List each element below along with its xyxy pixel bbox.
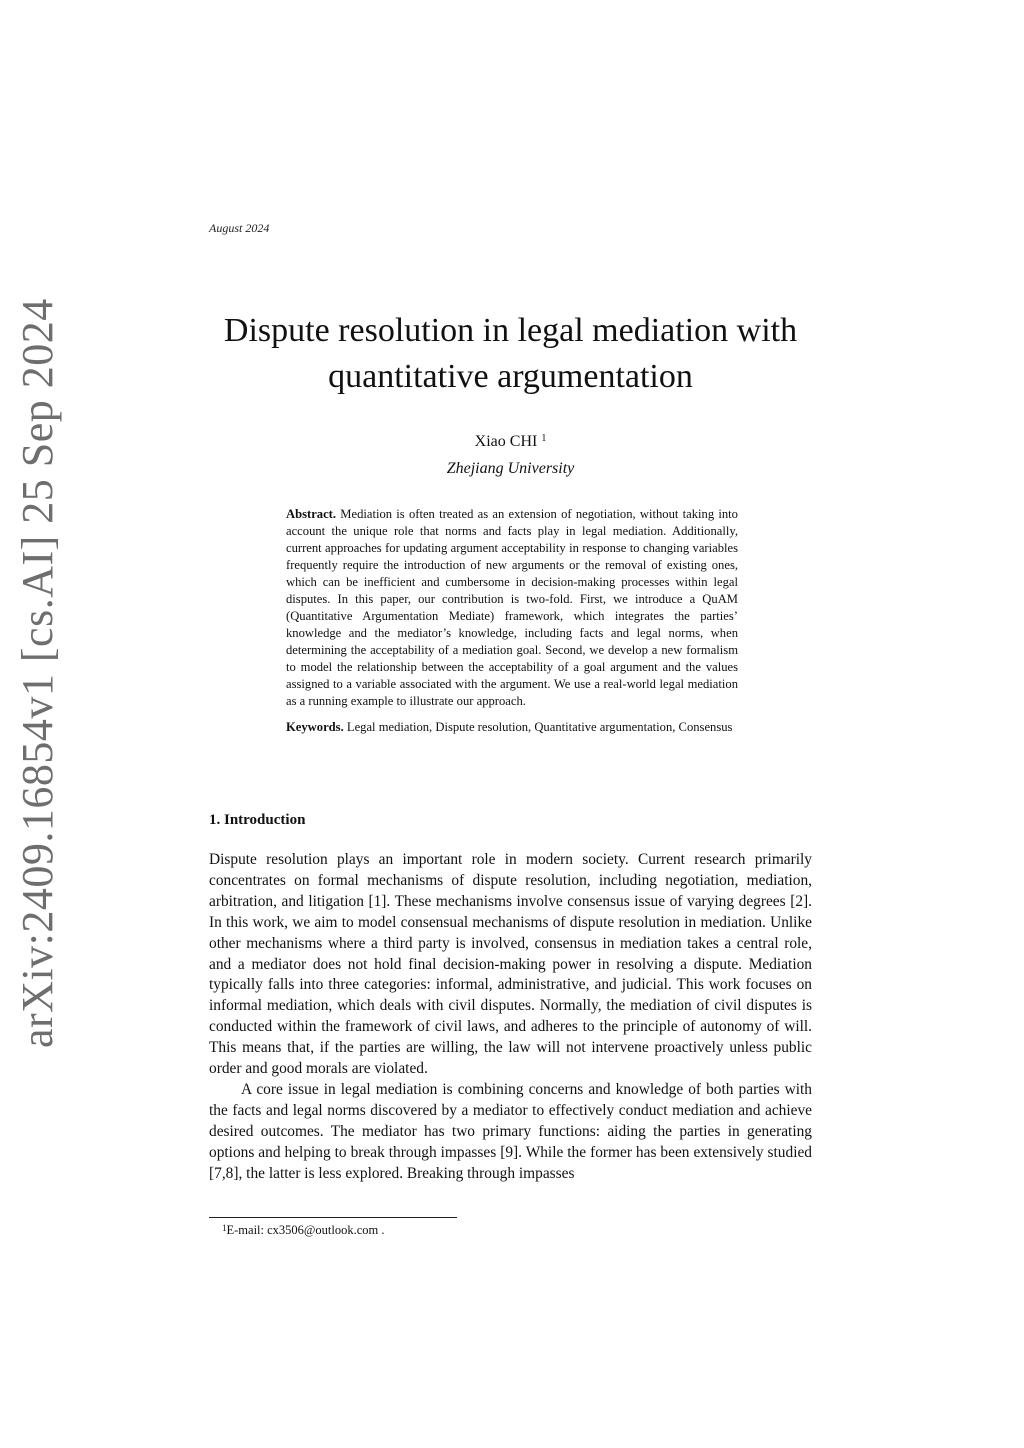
footnote-divider <box>209 1217 457 1218</box>
author-name: Xiao CHI <box>474 433 538 450</box>
author-affiliation: Zhejiang University <box>446 460 575 477</box>
body-paragraph: A core issue in legal mediation is combining concerns and knowledge of both parties with the facts and legal norms discovered by a mediator to effectively conduct mediation and achieve desired outcomes. The mediator has two primary functions: aiding the parties in generating options and helping to break through impasses [9]. While the former has been extensively studied [7,8], the latter is less explored. Breaking through impasses <box>209 1080 812 1182</box>
abstract-text: Mediation is often treated as an extension of negotiation, without taking into account the unique role that norms and facts play in legal mediation. Additionally, current approaches for updating argument acceptability in response to changing variables frequently require the introduction of new arguments or the removal of existing ones, which can be inefficient and cumbersome in decision-making processes within legal disputes. In this paper, our contribution is two-fold. First, we introduce a QuAM (Quantitative Argumentation Mediate) framework, which integrates the parties’ knowledge and the mediator’s knowledge, including facts and legal norms, when determining the acceptability of a mediation goal. Second, we develop a new formalism to model the relationship between the acceptability of a goal argument and the values assigned to a variable associated with the argument. We use a real-world legal mediation as a running example to illustrate our approach. <box>286 507 738 708</box>
footnote <box>222 1222 385 1239</box>
body-paragraph: Dispute resolution plays an important role in modern society. Current research primarily concentrates on formal mechanisms of dispute resolution, including negotiation, mediation, arbitration, and litigation [1]. These mechanisms involve consensus issue of varying degrees [2]. In this work, we aim to model consensual mechanisms of dispute resolution in mediation. Unlike other mechanisms where a third party is involved, consensus in mediation takes a central role, and a mediator does not hold final decision-making power in resolving a dispute. Mediation typically falls into three categories: informal, administrative, and judicial. This work focuses on informal mediation, which deals with civil disputes. Normally, the mediation of civil disputes is conducted within the framework of civil laws, and adheres to the principle of autonomy of will. This means that, if the parties are willing, the law will not intervene proactively unless public order and good morals are violated. <box>209 851 812 1078</box>
arxiv-identifier-stamp: arXiv:2409.16854v1 [cs.AI] 25 Sep 2024 <box>13 298 62 1048</box>
introduction-body <box>209 850 812 1185</box>
abstract-label: Abstract. <box>286 507 337 521</box>
footnote-mark: 1 <box>222 1223 227 1233</box>
paper-title: Dispute resolution in legal mediation with quantitative argumentation <box>223 312 798 395</box>
keywords-label: Keywords. <box>286 720 344 734</box>
author-footnote-mark: 1 <box>541 433 547 444</box>
author-line <box>209 431 812 453</box>
keywords-block <box>286 719 738 736</box>
abstract-block <box>286 506 738 710</box>
section-heading-introduction: 1. Introduction <box>209 812 306 828</box>
footnote-text: E-mail: cx3506@outlook.com . <box>226 1223 385 1237</box>
keywords-text: Legal mediation, Dispute resolution, Quantitative argumentation, Consensus <box>346 720 733 734</box>
publication-date: August 2024 <box>209 221 270 235</box>
